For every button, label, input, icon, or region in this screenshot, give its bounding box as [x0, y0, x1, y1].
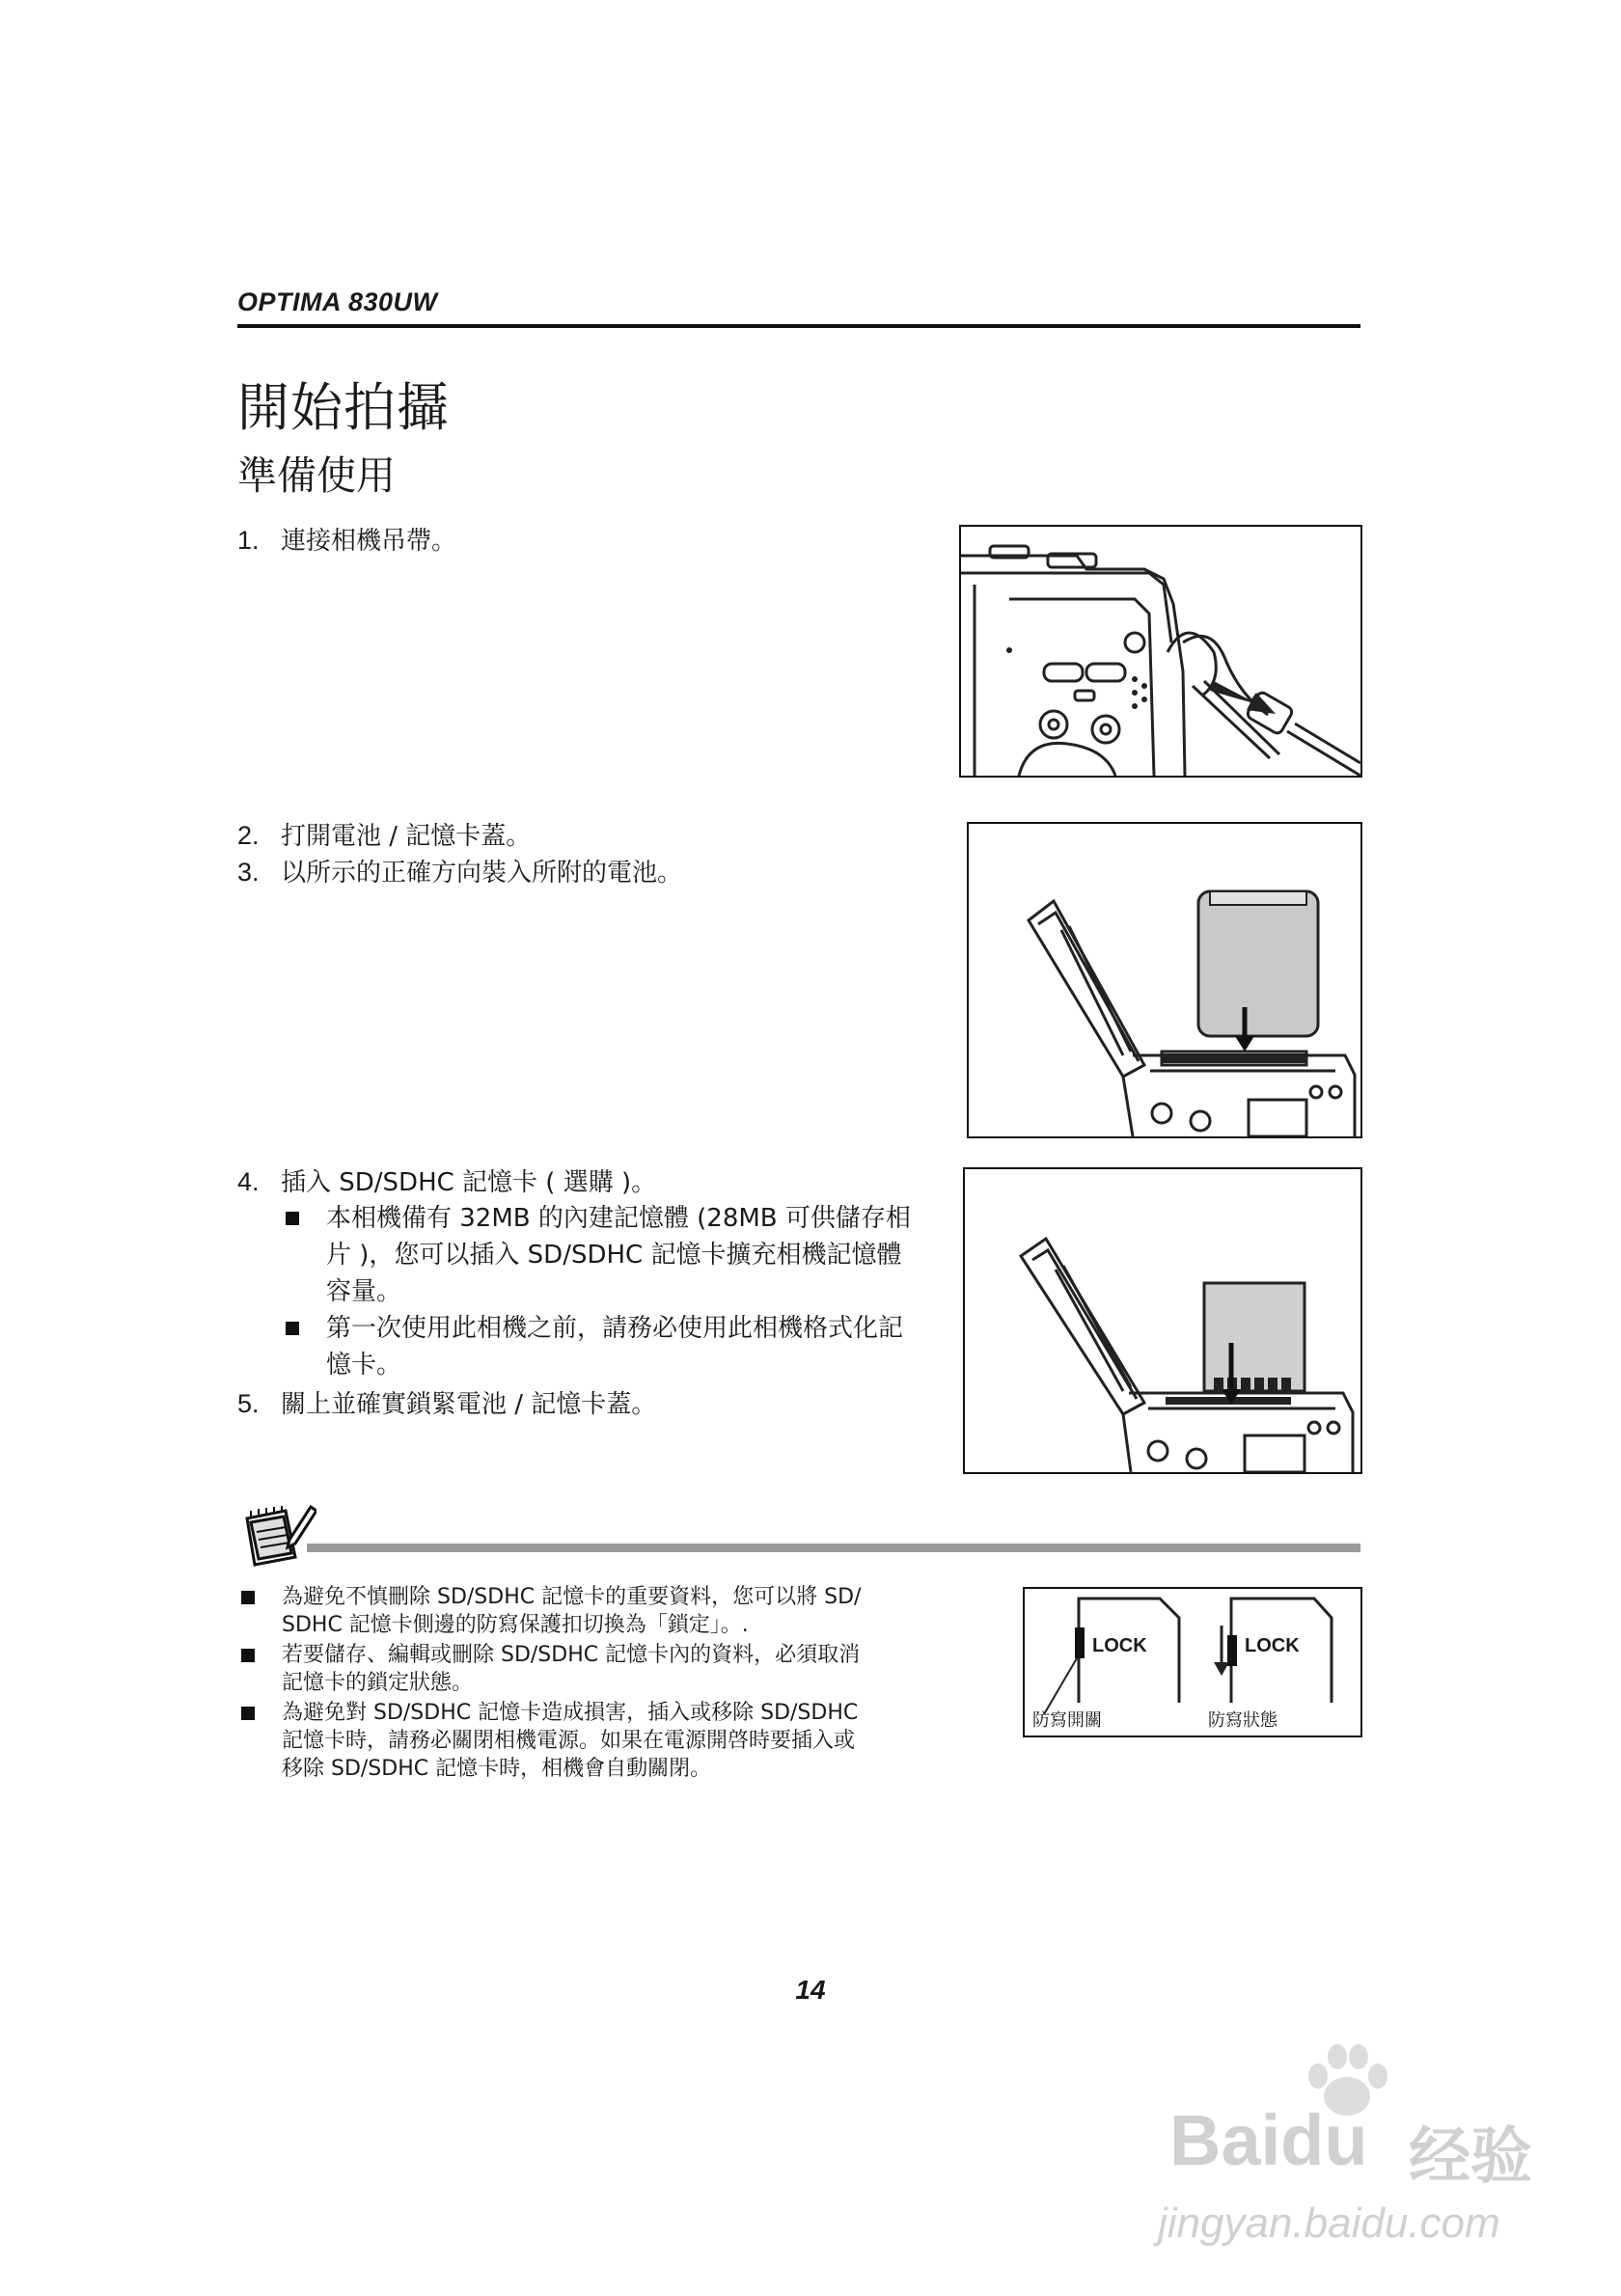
- step-number: 4.: [237, 1167, 260, 1196]
- step-text: 關上並確實鎖緊電池 / 記憶卡蓋。: [281, 1390, 657, 1419]
- square-bullet-icon: [241, 1707, 255, 1720]
- step-number: 2.: [237, 821, 260, 850]
- step-text: 打開電池 / 記憶卡蓋。: [281, 822, 532, 851]
- square-bullet-icon: [286, 1212, 299, 1225]
- step-4: [237, 1163, 656, 1201]
- page-number: 14: [795, 1975, 826, 2005]
- note-line: 為避免對 SD/SDHC 記憶卡造成損害，插入或移除 SD/SDHC: [282, 1701, 859, 1725]
- note-line: 記憶卡的鎖定狀態。: [282, 1671, 474, 1695]
- note-pad-icon: [241, 1501, 316, 1569]
- watermark-brand-bai: Bai: [1169, 2100, 1281, 2180]
- bullet-line: 憶卡。: [326, 1351, 402, 1380]
- note-line: 為避免不慎刪除 SD/SDHC 記憶卡的重要資料，您可以將 SD/: [282, 1585, 862, 1609]
- step4-bullet-2: [326, 1310, 934, 1383]
- bullet-line: 片 )，您可以插入 SD/SDHC 記憶卡擴充相機記憶體: [326, 1241, 902, 1270]
- card-insert-illustration: [965, 1169, 1360, 1472]
- note-2: [282, 1641, 973, 1697]
- note-line: 若要儲存、編輯或刪除 SD/SDHC 記憶卡內的資料，必須取消: [282, 1643, 861, 1667]
- lock-label-left: LOCK: [1092, 1635, 1147, 1656]
- header-rule: [237, 324, 1360, 328]
- note-3: [282, 1699, 973, 1783]
- bullet-line: 第一次使用此相機之前，請務必使用此相機格式化記: [326, 1314, 904, 1343]
- square-bullet-icon: [241, 1591, 255, 1604]
- step-number: 3.: [237, 858, 260, 887]
- caption-switch: 防寫開關: [1032, 1710, 1102, 1731]
- step-2: [237, 817, 531, 855]
- caption-state: 防寫狀態: [1208, 1710, 1278, 1731]
- section-title: 準備使用: [237, 452, 396, 499]
- step-3: [237, 854, 682, 891]
- step-number: 5.: [237, 1389, 260, 1418]
- figure-lock-switch: [1023, 1587, 1362, 1737]
- watermark-brand: [1169, 2099, 1368, 2181]
- watermark-brand-cn: 经验: [1409, 2121, 1532, 2193]
- figure-strap: [959, 525, 1362, 778]
- step-5: [237, 1385, 656, 1423]
- step-text: 連接相機吊帶。: [281, 527, 457, 556]
- step-1: [237, 522, 456, 560]
- lock-label-right: LOCK: [1245, 1635, 1300, 1656]
- watermark-url: jingyan.baidu.com: [1158, 2200, 1500, 2247]
- step-number: 1.: [237, 526, 260, 555]
- square-bullet-icon: [286, 1322, 299, 1335]
- note-1: [282, 1583, 973, 1639]
- page-title: 開始拍攝: [237, 377, 450, 438]
- step4-bullet-1: [326, 1200, 934, 1310]
- square-bullet-icon: [241, 1649, 255, 1662]
- bullet-line: 本相機備有 32MB 的內建記憶體 (28MB 可供儲存相: [326, 1204, 911, 1233]
- step-text: 以所示的正確方向裝入所附的電池。: [281, 859, 683, 888]
- note-line: 移除 SD/SDHC 記憶卡時，相機會自動關閉。: [282, 1757, 712, 1781]
- note-line: SDHC 記憶卡側邊的防寫保護扣切換為「鎖定」。.: [282, 1613, 749, 1637]
- note-line: 記憶卡時，請務必關閉相機電源。如果在電源開啓時要插入或: [282, 1729, 856, 1753]
- step-text: 插入 SD/SDHC 記憶卡 ( 選購 )。: [281, 1168, 657, 1197]
- note-divider: [307, 1544, 1360, 1552]
- camera-strap-illustration: [961, 527, 1360, 776]
- bullet-line: 容量。: [326, 1277, 402, 1306]
- model-name: OPTIMA 830UW: [237, 287, 438, 316]
- watermark-brand-du: du: [1280, 2100, 1368, 2180]
- figure-battery: [967, 822, 1362, 1138]
- battery-insert-illustration: [969, 824, 1360, 1136]
- figure-memory-card: [963, 1167, 1362, 1474]
